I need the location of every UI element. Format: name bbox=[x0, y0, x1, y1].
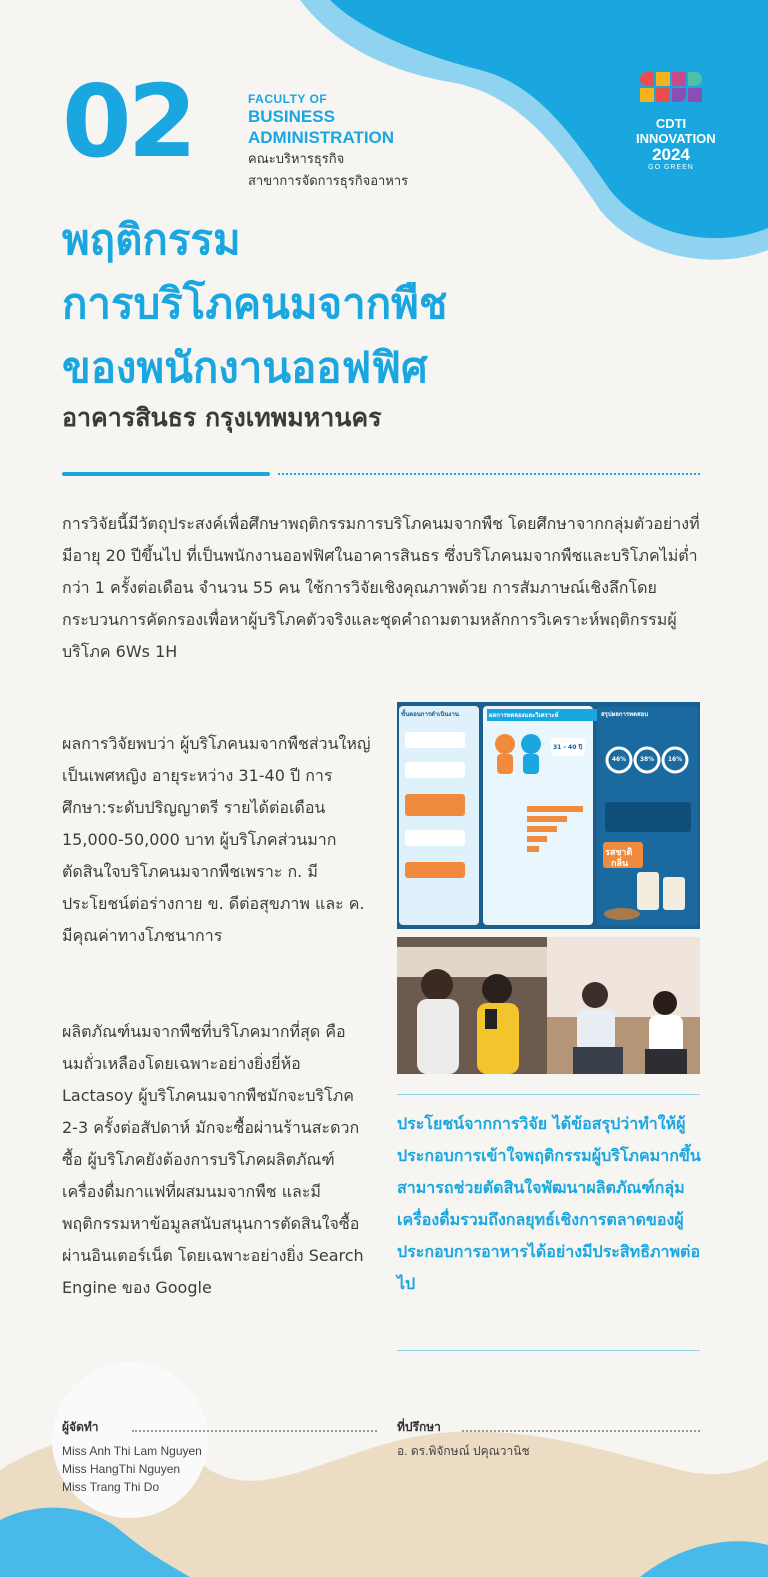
interview-photo bbox=[397, 937, 700, 1074]
logo-line2: INNOVATION bbox=[636, 131, 716, 146]
benefit-rule-bottom bbox=[397, 1350, 700, 1351]
producer-dots bbox=[132, 1430, 377, 1432]
title-line2: การบริโภคนมจากพืช bbox=[62, 279, 448, 328]
faculty-th-line1: คณะบริหารธุรกิจ bbox=[248, 152, 345, 167]
producer-label: ผู้จัดทำ bbox=[62, 1420, 99, 1434]
logo-mark bbox=[640, 72, 702, 102]
page-title bbox=[62, 208, 662, 400]
divider-dotted bbox=[278, 473, 700, 475]
logo-line1: CDTI bbox=[655, 116, 687, 131]
advisor-name: อ. ดร.พิจักษณ์ ปคุณวานิช bbox=[397, 1444, 530, 1458]
faculty-block bbox=[248, 92, 408, 192]
logo-tagline: GO GREEN bbox=[648, 164, 694, 171]
divider-solid bbox=[62, 472, 270, 476]
title-line1: พฤติกรรม bbox=[62, 215, 241, 264]
faculty-th-line2: สาขาการจัดการธุรกิจอาหาร bbox=[248, 174, 409, 189]
producer-name: Miss Trang Thi Do bbox=[62, 1480, 160, 1494]
advisor-dots bbox=[462, 1430, 700, 1432]
faculty-en-line3: ADMINISTRATION bbox=[248, 128, 395, 147]
interview-photo-graphic bbox=[397, 937, 700, 1074]
producer-name: Miss HangThi Nguyen bbox=[62, 1462, 181, 1476]
intro-paragraph: การวิจัยนี้มีวัตถุประสงค์เพื่อศึกษาพฤติกรรมการบริโภคนมจากพืช โดยศึกษาจากกลุ่มตัวอย่างที่มีอายุ 20 ปีขึ้นไป ที่เป็นพนักงานออฟฟิศในอาคารสินธร ซึ่งบริโภคนมจากพืชและบริโภคไม่ต่ำกว่า 1 ครั้งต่อเดือน จำนวน 55 คน ใช้การวิจัยเชิงคุณภาพด้วย การสัมภาษณ์เชิงลึกโดยกระบวนการคัดกรองเพื่อหาผู้บริโภคตัวจริงและชุดคำถามตามหลักการวิเคราะห์พฤติกรรมผู้บริโภค 6Ws 1H bbox=[62, 514, 700, 661]
logo-year: 2024 bbox=[652, 145, 690, 164]
infographic-stat-16: 16% bbox=[667, 756, 683, 763]
benefit-rule-top bbox=[397, 1094, 700, 1095]
faculty-en-line2: BUSINESS bbox=[248, 107, 335, 126]
infographic-graphic bbox=[397, 702, 700, 929]
cdti-logo bbox=[636, 72, 716, 171]
infographic-age-stat: 31 - 40 ปี bbox=[553, 744, 583, 751]
research-infographic bbox=[397, 702, 700, 929]
infographic-col3-title: สรุปผลการทดสอบ bbox=[601, 711, 649, 718]
infographic-col2-title: ผลการทดลองและวิเคราะห์ bbox=[487, 709, 597, 721]
page-subtitle: อาคารสินธร กรุงเทพมหานคร bbox=[62, 403, 382, 432]
infographic-flavor-label: รสชาติ bbox=[605, 848, 633, 858]
faculty-en-line1: FACULTY OF bbox=[248, 92, 328, 106]
benefit-paragraph: ประโยชน์จากการวิจัย ได้ข้อสรุปว่าทำให้ผู้ประกอบการเข้าใจพฤติกรรมผู้บริโภคมากขึ้น สามารถช่วยตัดสินใจพัฒนาผลิตภัณฑ์กลุ่มเครื่องดื่มรวมถึงกลยุทธ์เชิงการตลาดของผู้ประกอบการอาหารได้อย่างมีประสิทธิภาพต่อไป bbox=[397, 1114, 701, 1293]
products-paragraph: ผลิตภัณฑ์นมจากพืชที่บริโภคมากที่สุด คือ นมถั่วเหลืองโดยเฉพาะอย่างยิ่งยี่ห้อ Lactasoy ผู้บริโภคนมจากพืชมักจะบริโภค 2-3 ครั้งต่อสัปดาห์ มักจะซื้อผ่านร้านสะดวกซื้อ ผู้บริโภคยังต้องการบริโภคผลิตภัณฑ์เครื่องดื่มกาแฟที่ผสมนมจากพืช และมีพฤติกรรมหาข้อมูลสนับสนุนการตัดสินใจซื้อผ่านอินเตอร์เน็ต โดยเฉพาะอย่างยิ่ง Search Engine ของ Google bbox=[62, 1022, 364, 1297]
infographic-col1-title: ขั้นตอนการดำเนินงาน bbox=[401, 711, 459, 718]
infographic-stat-46: 46% bbox=[611, 756, 627, 763]
infographic-stat-38: 38% bbox=[639, 756, 655, 763]
results-paragraph: ผลการวิจัยพบว่า ผู้บริโภคนมจากพืชส่วนใหญ่เป็นเพศหญิง อายุระหว่าง 31-40 ปี การศึกษา:ระดับปริญญาตรี รายได้ต่อเดือน 15,000-50,000 บาท ผู้บริโภคส่วนมากตัดสินใจบริโภคนมจากพืชเพราะ ก. มีประโยชน์ต่อร่างกาย ข. ดีต่อสุขภาพ และ ค. มีคุณค่าทางโภชนาการ bbox=[62, 734, 371, 945]
producer-name: Miss Anh Thi Lam Nguyen bbox=[62, 1444, 202, 1458]
infographic-aroma-label: กลิ่น bbox=[611, 859, 629, 869]
title-line3: ของพนักงานออฟฟิศ bbox=[62, 343, 428, 392]
producer-list bbox=[62, 1442, 202, 1496]
advisor-label: ที่ปรึกษา bbox=[397, 1420, 441, 1434]
project-number: 02 bbox=[62, 63, 194, 180]
